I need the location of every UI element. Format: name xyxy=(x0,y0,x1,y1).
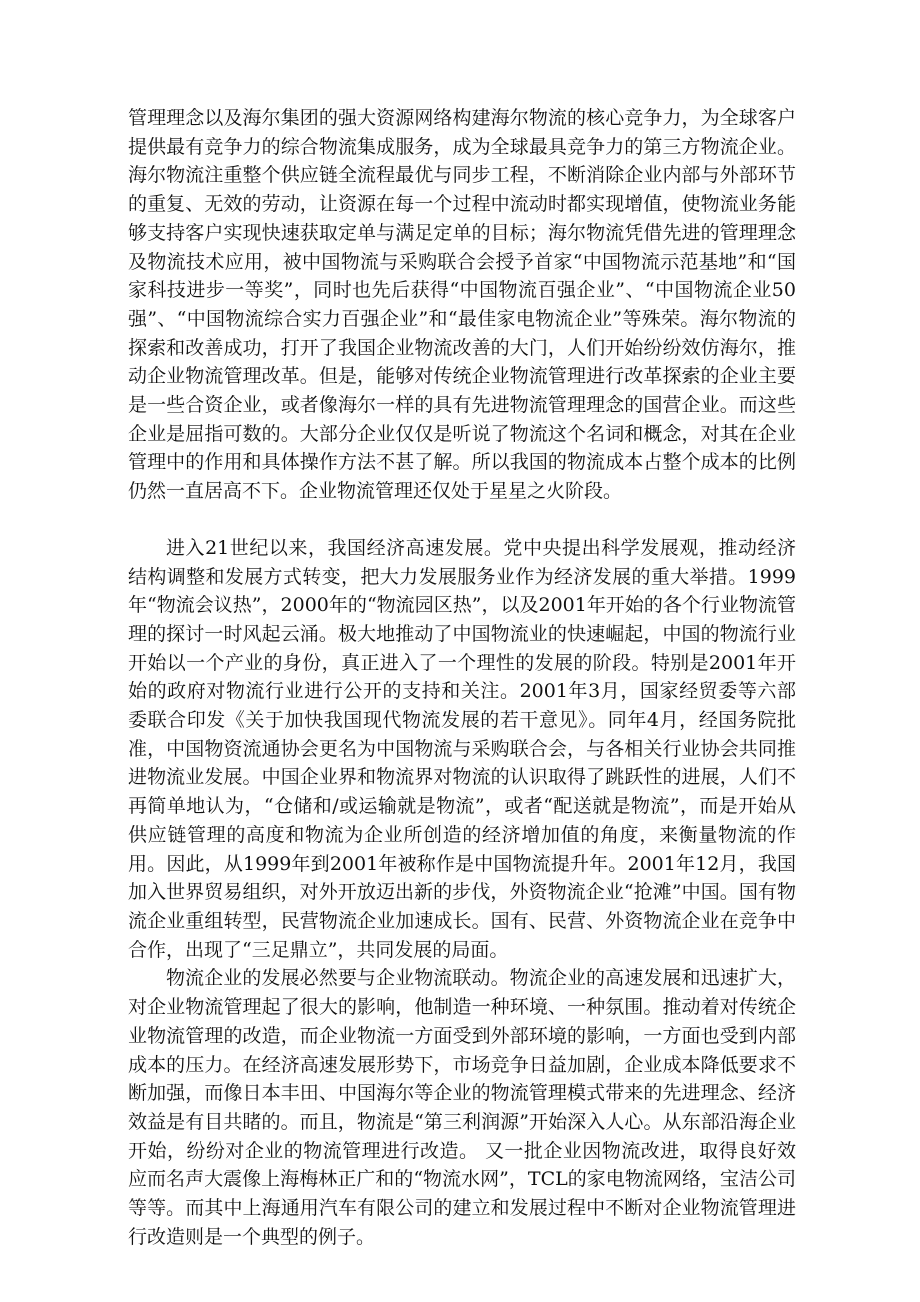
paragraph-2: 进入21世纪以来，我国经济高速发展。党中央提出科学发展观，推动经济结构调整和发展方式转变，把大力发展服务业作为经济发展的重大举措。1999年“物流会议热”，2000年的“物流园区热”，以及2001年开始的各个行业物流管理的探讨一时风起云涌。极大地推动了中国物流业的快速崛起，中国的物流行业开始以一个产业的身份，真正进入了一个理性的发展的阶段。特别是2001年开始的政府对物流行业进行公开的支持和关注。2001年3月，国家经贸委等六部委联合印发《关于加快我国现代物流发展的若干意见》。同年4月，经国务院批准，中国物资流通协会更名为中国物流与采购联合会，与各相关行业协会共同推进物流业发展。中国企业界和物流界对物流的认识取得了跳跃性的进展，人们不再简单地认为，“仓储和/或运输就是物流”，或者“配送就是物流”，而是开始从供应链管理的高度和物流为企业所创造的经济增加值的角度，来衡量物流的作用。因此，从1999年到2001年被称作是中国物流提升年。2001年12月，我国加入世界贸易组织，对外开放迈出新的步伐，外资物流企业“抢滩”中国。国有物流企业重组转型，民营物流企业加速成长。国有、民营、外资物流企业在竞争中合作，出现了“三足鼎立”，共同发展的局面。 xyxy=(128,536,796,961)
paragraph-1: 管理理念以及海尔集团的强大资源网络构建海尔物流的核心竞争力，为全球客户提供最有竞争力的综合物流集成服务，成为全球最具竞争力的第三方物流企业。海尔物流注重整个供应链全流程最优与同步工程，不断消除企业内部与外部环节的重复、无效的劳动，让资源在每一个过程中流动时都实现增值，使物流业务能够支持客户实现快速获取定单与满足定单的目标；海尔物流凭借先进的管理理念及物流技术应用，被中国物流与采购联合会授予首家“中国物流示范基地”和“国家科技进步一等奖”，同时也先后获得“中国物流百强企业”、“中国物流企业50强”、“中国物流综合实力百强企业”和“最佳家电物流企业”等殊荣。海尔物流的探索和改善成功，打开了我国企业物流改善的大门，人们开始纷纷效仿海尔，推动企业物流管理改革。但是，能够对传统企业物流管理进行改革探索的企业主要是一些合资企业，或者像海尔一样的具有先进物流管理理念的国营企业。而这些企业是屈指可数的。大部分企业仅仅是听说了物流这个名词和概念，对其在企业管理中的作用和具体操作方法不甚了解。所以我国的物流成本占整个成本的比例仍然一直居高不下。企业物流管理还仅处于星星之火阶段。 xyxy=(128,107,796,503)
paragraph-3: 物流企业的发展必然要与企业物流联动。物流企业的高速发展和迅速扩大，对企业物流管理起了很大的影响，他制造一种环境、一种氛围。推动着对传统企业物流管理的改造，而企业物流一方面受到外部环境的影响，一方面也受到内部成本的压力。在经济高速发展形势下，市场竞争日益加剧，企业成本降低要求不断加强，而像日本丰田、中国海尔等企业的物流管理模式带来的先进理念、经济效益是有目共睹的。而且，物流是“第三利润源”开始深入人心。从东部沿海企业开始，纷纷对企业的物流管理进行改造。 又一批企业因物流改进，取得良好效应而名声大震像上海梅林正广和的“物流水网”，TCL的家电物流网络，宝洁公司等等。而其中上海通用汽车有限公司的建立和发展过程中不断对企业物流管理进行改造则是一个典型的例子。 xyxy=(128,967,796,1248)
document-body xyxy=(128,104,796,1251)
